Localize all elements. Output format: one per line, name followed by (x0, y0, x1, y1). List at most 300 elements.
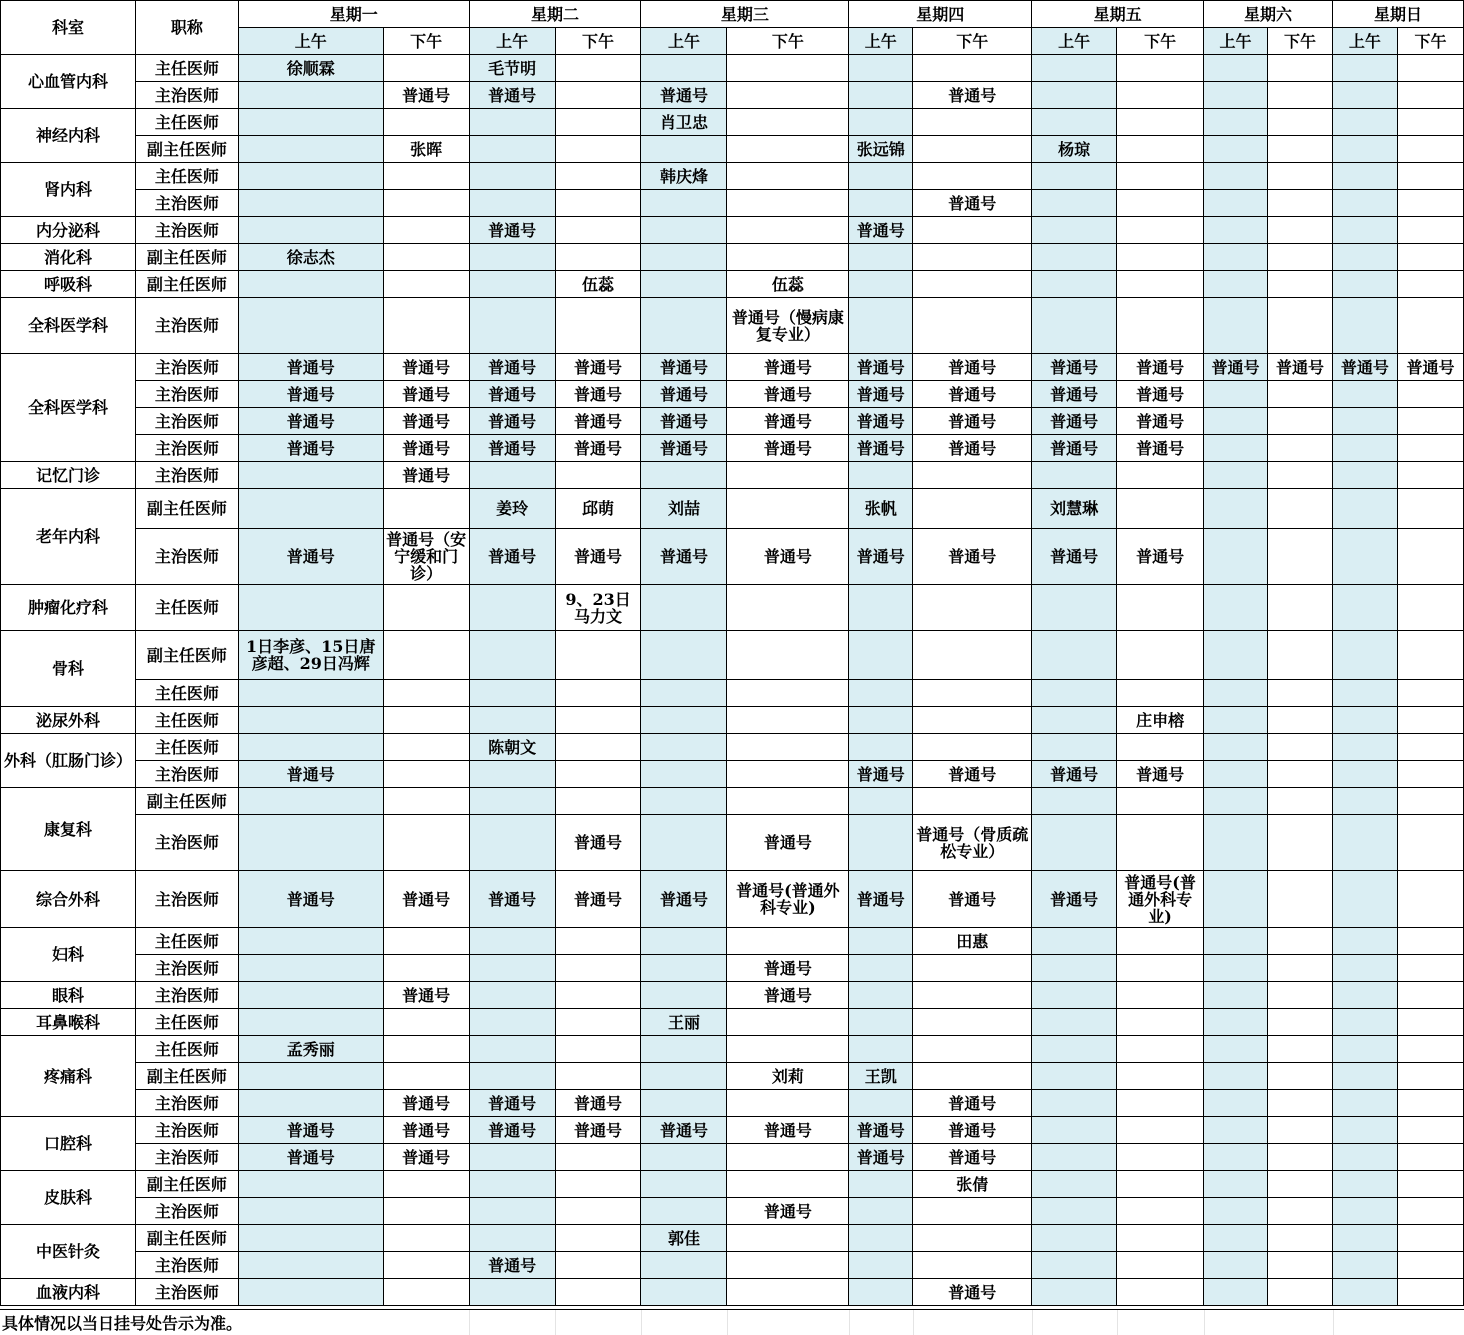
schedule-body (1, 55, 1464, 1306)
schedule-cell-am (1204, 271, 1268, 298)
schedule-cell-am (1332, 1225, 1397, 1252)
table-row (1, 217, 1464, 244)
schedule-cell-am (1032, 1009, 1117, 1036)
header-pm: 下午 (727, 28, 849, 55)
schedule-cell-pm (1117, 217, 1204, 244)
schedule-cell-am (1032, 298, 1117, 354)
schedule-cell-am (1204, 1063, 1268, 1090)
schedule-cell-am (469, 982, 555, 1009)
schedule-cell-am (238, 680, 383, 707)
department-cell: 老年内科 (1, 489, 136, 585)
schedule-cell-pm (1117, 1279, 1204, 1306)
table-row (1, 271, 1464, 298)
schedule-cell-pm (555, 982, 641, 1009)
table-row (1, 928, 1464, 955)
schedule-cell-pm (727, 1036, 849, 1063)
schedule-cell-pm (555, 1225, 641, 1252)
schedule-cell-am: 普通号 (641, 871, 727, 928)
schedule-cell-am (1032, 1198, 1117, 1225)
schedule-cell-am (469, 1279, 555, 1306)
header-am: 上午 (641, 28, 727, 55)
schedule-cell-pm (727, 1090, 849, 1117)
schedule-cell-am (849, 1090, 913, 1117)
schedule-cell-pm: 普通号 (383, 381, 469, 408)
schedule-cell-am (1032, 1036, 1117, 1063)
department-cell: 消化科 (1, 244, 136, 271)
schedule-cell-am (1332, 529, 1397, 585)
schedule-cell-pm: 普通号 (727, 435, 849, 462)
schedule-cell-pm: 普通号 (383, 1144, 469, 1171)
schedule-cell-am: 毛节明 (469, 55, 555, 82)
schedule-cell-am (1032, 1171, 1117, 1198)
schedule-cell-pm (555, 1279, 641, 1306)
schedule-cell-am (469, 631, 555, 680)
doctor-title-cell: 主治医师 (135, 529, 238, 585)
schedule-cell-pm (1397, 136, 1463, 163)
schedule-cell-am (1332, 298, 1397, 354)
schedule-cell-am (1332, 163, 1397, 190)
schedule-cell-am (1032, 1279, 1117, 1306)
schedule-cell-pm (1268, 136, 1333, 163)
schedule-cell-pm (383, 955, 469, 982)
table-row (1, 55, 1464, 82)
schedule-cell-pm (727, 1279, 849, 1306)
schedule-cell-pm (1268, 1036, 1333, 1063)
schedule-cell-pm: 普通号 (555, 381, 641, 408)
schedule-cell-pm: 普通号 (383, 462, 469, 489)
schedule-cell-pm: 普通号 (727, 1117, 849, 1144)
schedule-cell-pm (383, 1252, 469, 1279)
schedule-cell-am: 普通号 (849, 1117, 913, 1144)
schedule-cell-am (469, 190, 555, 217)
table-row (1, 462, 1464, 489)
schedule-cell-am: 普通号 (469, 82, 555, 109)
schedule-cell-am (238, 955, 383, 982)
schedule-cell-pm: 普通号 (383, 1090, 469, 1117)
schedule-cell-am (1032, 82, 1117, 109)
schedule-cell-pm: 普通号(普通外科专业) (1117, 871, 1204, 928)
schedule-cell-pm: 伍蕊 (555, 271, 641, 298)
schedule-cell-am: 韩庆烽 (641, 163, 727, 190)
schedule-cell-pm (727, 1009, 849, 1036)
department-cell: 内分泌科 (1, 217, 136, 244)
schedule-cell-pm (913, 1009, 1032, 1036)
schedule-cell-am: 普通号 (641, 408, 727, 435)
schedule-cell-am (1204, 871, 1268, 928)
schedule-cell-am: 普通号 (238, 435, 383, 462)
schedule-cell-pm (1268, 381, 1333, 408)
schedule-cell-am (849, 982, 913, 1009)
schedule-cell-am: 普通号 (469, 1252, 555, 1279)
schedule-cell-pm: 普通号 (727, 529, 849, 585)
department-cell: 全科医学科 (1, 298, 136, 354)
schedule-cell-pm (1268, 435, 1333, 462)
schedule-cell-am (1204, 244, 1268, 271)
table-row (1, 1225, 1464, 1252)
schedule-cell-am (238, 462, 383, 489)
schedule-cell-pm (1268, 271, 1333, 298)
schedule-cell-pm (727, 190, 849, 217)
schedule-cell-am (1332, 136, 1397, 163)
schedule-cell-am (1332, 217, 1397, 244)
doctor-title-cell: 副主任医师 (135, 489, 238, 529)
schedule-cell-pm (383, 1225, 469, 1252)
schedule-cell-am: 普通号 (238, 1144, 383, 1171)
schedule-cell-am (849, 190, 913, 217)
schedule-cell-pm (1397, 1144, 1463, 1171)
header-am: 上午 (469, 28, 555, 55)
schedule-cell-am (469, 298, 555, 354)
doctor-title-cell: 主任医师 (135, 680, 238, 707)
table-row (1, 298, 1464, 354)
schedule-cell-pm: 普通号 (555, 354, 641, 381)
schedule-cell-am (238, 136, 383, 163)
schedule-cell-pm (913, 271, 1032, 298)
doctor-title-cell: 副主任医师 (135, 1225, 238, 1252)
schedule-cell-pm (1268, 761, 1333, 788)
schedule-cell-pm (383, 707, 469, 734)
schedule-cell-am (469, 680, 555, 707)
schedule-cell-am (641, 271, 727, 298)
header-pm: 下午 (383, 28, 469, 55)
schedule-cell-pm (1397, 1063, 1463, 1090)
schedule-cell-pm (383, 190, 469, 217)
schedule-cell-pm (555, 190, 641, 217)
schedule-cell-am (1032, 1090, 1117, 1117)
schedule-cell-am (1204, 1225, 1268, 1252)
schedule-cell-am (641, 631, 727, 680)
schedule-cell-am (1332, 680, 1397, 707)
schedule-cell-pm: 普通号(普通外科专业) (727, 871, 849, 928)
schedule-cell-am (1032, 462, 1117, 489)
schedule-cell-pm (555, 244, 641, 271)
schedule-cell-pm (1268, 529, 1333, 585)
schedule-cell-am (238, 217, 383, 244)
schedule-cell-am (238, 585, 383, 631)
schedule-cell-pm (1397, 217, 1463, 244)
schedule-cell-am (238, 1279, 383, 1306)
schedule-cell-pm (555, 298, 641, 354)
schedule-cell-am (1332, 707, 1397, 734)
table-row (1, 354, 1464, 381)
schedule-cell-pm (913, 1036, 1032, 1063)
schedule-cell-am (1204, 163, 1268, 190)
schedule-cell-am (469, 928, 555, 955)
table-row (1, 163, 1464, 190)
schedule-cell-am (849, 585, 913, 631)
doctor-title-cell: 主治医师 (135, 298, 238, 354)
schedule-cell-pm: 庄申榕 (1117, 707, 1204, 734)
schedule-cell-pm (727, 1225, 849, 1252)
schedule-cell-am (1332, 815, 1397, 871)
schedule-cell-pm (1268, 1009, 1333, 1036)
schedule-cell-am (641, 190, 727, 217)
schedule-cell-am (1204, 1171, 1268, 1198)
schedule-cell-am (1204, 631, 1268, 680)
schedule-cell-am (1332, 408, 1397, 435)
schedule-cell-am (849, 1009, 913, 1036)
schedule-cell-pm (1117, 1144, 1204, 1171)
schedule-cell-pm (727, 1252, 849, 1279)
schedule-cell-pm (1268, 408, 1333, 435)
schedule-cell-pm (1268, 928, 1333, 955)
schedule-cell-am (1204, 1090, 1268, 1117)
schedule-cell-am (1204, 928, 1268, 955)
schedule-cell-pm (383, 244, 469, 271)
department-cell: 全科医学科 (1, 354, 136, 462)
schedule-cell-am (1332, 1252, 1397, 1279)
schedule-cell-pm (727, 217, 849, 244)
schedule-cell-pm (1397, 631, 1463, 680)
schedule-cell-pm: 普通号 (913, 529, 1032, 585)
schedule-cell-am: 普通号 (849, 217, 913, 244)
schedule-cell-am (469, 585, 555, 631)
schedule-cell-pm (727, 585, 849, 631)
doctor-title-cell: 主任医师 (135, 707, 238, 734)
department-cell: 骨科 (1, 631, 136, 707)
schedule-cell-am: 刘慧琳 (1032, 489, 1117, 529)
table-row (1, 680, 1464, 707)
doctor-title-cell: 主治医师 (135, 955, 238, 982)
doctor-title-cell: 主任医师 (135, 1009, 238, 1036)
schedule-cell-am (1032, 109, 1117, 136)
header-pm: 下午 (913, 28, 1032, 55)
doctor-title-cell: 主治医师 (135, 354, 238, 381)
schedule-cell-am (1032, 585, 1117, 631)
schedule-cell-pm: 普通号 (727, 1198, 849, 1225)
schedule-cell-am: 普通号 (1032, 354, 1117, 381)
schedule-cell-pm (1268, 1279, 1333, 1306)
schedule-cell-pm (383, 1063, 469, 1090)
schedule-cell-am: 普通号 (641, 82, 727, 109)
schedule-cell-pm: 普通号 (1397, 354, 1463, 381)
schedule-cell-am (1032, 271, 1117, 298)
schedule-cell-pm (727, 462, 849, 489)
schedule-cell-am: 姜玲 (469, 489, 555, 529)
schedule-cell-am: 普通号 (238, 1117, 383, 1144)
schedule-cell-am (641, 707, 727, 734)
schedule-cell-pm: 9、23日马力文 (555, 585, 641, 631)
doctor-title-cell: 主任医师 (135, 928, 238, 955)
schedule-cell-pm (1268, 1063, 1333, 1090)
schedule-cell-pm (727, 734, 849, 761)
header-row-days (1, 1, 1464, 28)
table-row (1, 734, 1464, 761)
schedule-cell-pm (1397, 55, 1463, 82)
table-row (1, 136, 1464, 163)
schedule-cell-am (469, 955, 555, 982)
schedule-cell-pm (727, 55, 849, 82)
header-pm: 下午 (555, 28, 641, 55)
schedule-cell-am (469, 462, 555, 489)
table-row (1, 1144, 1464, 1171)
schedule-cell-am (1332, 55, 1397, 82)
schedule-cell-pm (913, 631, 1032, 680)
schedule-cell-pm (1117, 788, 1204, 815)
schedule-cell-pm (1397, 815, 1463, 871)
schedule-cell-am: 普通号 (849, 761, 913, 788)
schedule-cell-pm (555, 761, 641, 788)
schedule-cell-pm (1117, 190, 1204, 217)
schedule-cell-am (469, 136, 555, 163)
schedule-cell-pm: 普通号 (1117, 529, 1204, 585)
schedule-cell-am (641, 55, 727, 82)
schedule-cell-pm (383, 1009, 469, 1036)
schedule-cell-am (641, 585, 727, 631)
schedule-cell-am: 普通号 (469, 408, 555, 435)
schedule-cell-pm: 田惠 (913, 928, 1032, 955)
header-day-tue: 星期二 (469, 1, 641, 28)
schedule-cell-pm (1268, 1198, 1333, 1225)
schedule-cell-am: 1日李彦、15日唐彦超、29日冯辉 (238, 631, 383, 680)
schedule-cell-pm (913, 982, 1032, 1009)
schedule-cell-pm: 普通号 (555, 871, 641, 928)
schedule-cell-pm (913, 1252, 1032, 1279)
schedule-cell-pm (1397, 1009, 1463, 1036)
schedule-cell-am (849, 82, 913, 109)
schedule-cell-pm (1117, 680, 1204, 707)
schedule-cell-am (1332, 1279, 1397, 1306)
schedule-cell-am (641, 761, 727, 788)
schedule-cell-am (238, 1198, 383, 1225)
schedule-cell-am (849, 55, 913, 82)
header-day-fri: 星期五 (1032, 1, 1204, 28)
schedule-cell-am (1032, 928, 1117, 955)
schedule-cell-am: 普通号 (469, 1117, 555, 1144)
schedule-cell-am (238, 298, 383, 354)
header-day-mon: 星期一 (238, 1, 469, 28)
header-day-sun: 星期日 (1332, 1, 1463, 28)
schedule-cell-am (1204, 1198, 1268, 1225)
schedule-cell-am (641, 788, 727, 815)
schedule-cell-am: 普通号 (1032, 529, 1117, 585)
schedule-cell-am (238, 1171, 383, 1198)
schedule-cell-pm (383, 585, 469, 631)
schedule-cell-am (641, 1279, 727, 1306)
schedule-cell-pm (913, 1225, 1032, 1252)
department-cell: 外科（肛肠门诊） (1, 734, 136, 788)
schedule-cell-am: 肖卫忠 (641, 109, 727, 136)
doctor-title-cell: 主任医师 (135, 734, 238, 761)
doctor-title-cell: 主治医师 (135, 217, 238, 244)
schedule-cell-am (1332, 631, 1397, 680)
schedule-cell-pm (727, 244, 849, 271)
schedule-cell-am (238, 734, 383, 761)
schedule-cell-am (641, 244, 727, 271)
schedule-cell-pm (913, 109, 1032, 136)
schedule-cell-pm: 普通号 (555, 1117, 641, 1144)
schedule-cell-pm (913, 1198, 1032, 1225)
schedule-cell-pm: 普通号 (383, 82, 469, 109)
schedule-cell-am (849, 1036, 913, 1063)
schedule-cell-pm (383, 298, 469, 354)
schedule-cell-pm (1397, 680, 1463, 707)
schedule-cell-pm (383, 734, 469, 761)
schedule-cell-am (469, 109, 555, 136)
schedule-cell-pm (1117, 734, 1204, 761)
doctor-title-cell: 主治医师 (135, 1090, 238, 1117)
table-row (1, 408, 1464, 435)
schedule-cell-am: 普通号 (849, 871, 913, 928)
schedule-cell-pm: 普通号 (727, 955, 849, 982)
schedule-cell-am (469, 271, 555, 298)
schedule-cell-am (469, 1009, 555, 1036)
doctor-title-cell: 主治医师 (135, 1117, 238, 1144)
schedule-cell-pm: 张倩 (913, 1171, 1032, 1198)
table-row (1, 82, 1464, 109)
schedule-cell-pm (913, 136, 1032, 163)
schedule-cell-pm (555, 163, 641, 190)
schedule-cell-pm (913, 585, 1032, 631)
schedule-cell-pm (555, 1036, 641, 1063)
department-cell: 心血管内科 (1, 55, 136, 109)
schedule-cell-am: 刘喆 (641, 489, 727, 529)
schedule-cell-am (469, 1036, 555, 1063)
department-cell: 泌尿外科 (1, 707, 136, 734)
doctor-title-cell: 主治医师 (135, 82, 238, 109)
department-cell: 呼吸科 (1, 271, 136, 298)
schedule-cell-pm (555, 55, 641, 82)
schedule-cell-am: 普通号 (238, 761, 383, 788)
schedule-cell-pm (1117, 1036, 1204, 1063)
department-cell: 疼痛科 (1, 1036, 136, 1117)
schedule-cell-am (238, 1063, 383, 1090)
schedule-cell-pm: 普通号 (555, 529, 641, 585)
department-cell: 眼科 (1, 982, 136, 1009)
schedule-cell-pm: 刘莉 (727, 1063, 849, 1090)
schedule-cell-pm: 普通号 (727, 354, 849, 381)
schedule-cell-am: 徐志杰 (238, 244, 383, 271)
schedule-cell-pm (1268, 1171, 1333, 1198)
schedule-cell-am (469, 1225, 555, 1252)
schedule-cell-pm (1268, 680, 1333, 707)
doctor-title-cell: 主治医师 (135, 1144, 238, 1171)
schedule-cell-pm (1397, 1171, 1463, 1198)
schedule-cell-pm (383, 680, 469, 707)
schedule-cell-am: 普通号 (238, 529, 383, 585)
doctor-title-cell: 主治医师 (135, 982, 238, 1009)
schedule-cell-pm (1268, 1117, 1333, 1144)
schedule-cell-am (1032, 631, 1117, 680)
schedule-cell-pm: 普通号 (1268, 354, 1333, 381)
schedule-cell-pm (555, 1144, 641, 1171)
doctor-title-cell: 副主任医师 (135, 788, 238, 815)
department-cell: 口腔科 (1, 1117, 136, 1171)
schedule-cell-pm (1117, 298, 1204, 354)
schedule-cell-pm (1117, 55, 1204, 82)
schedule-cell-am (1032, 244, 1117, 271)
schedule-cell-pm (1397, 928, 1463, 955)
table-row (1, 982, 1464, 1009)
schedule-cell-pm (1397, 1252, 1463, 1279)
schedule-cell-pm (1268, 109, 1333, 136)
schedule-cell-pm: 普通号 (913, 871, 1032, 928)
schedule-cell-am (1204, 1252, 1268, 1279)
schedule-cell-am (849, 734, 913, 761)
header-am: 上午 (238, 28, 383, 55)
table-row (1, 788, 1464, 815)
doctor-title-cell: 副主任医师 (135, 244, 238, 271)
schedule-cell-pm (1117, 82, 1204, 109)
schedule-cell-pm (1117, 271, 1204, 298)
schedule-cell-am (1032, 1144, 1117, 1171)
schedule-cell-pm (1397, 788, 1463, 815)
schedule-cell-pm (1117, 109, 1204, 136)
schedule-cell-am (641, 462, 727, 489)
schedule-cell-am: 郭佳 (641, 1225, 727, 1252)
schedule-cell-am: 普通号 (849, 408, 913, 435)
schedule-cell-pm (1268, 1252, 1333, 1279)
